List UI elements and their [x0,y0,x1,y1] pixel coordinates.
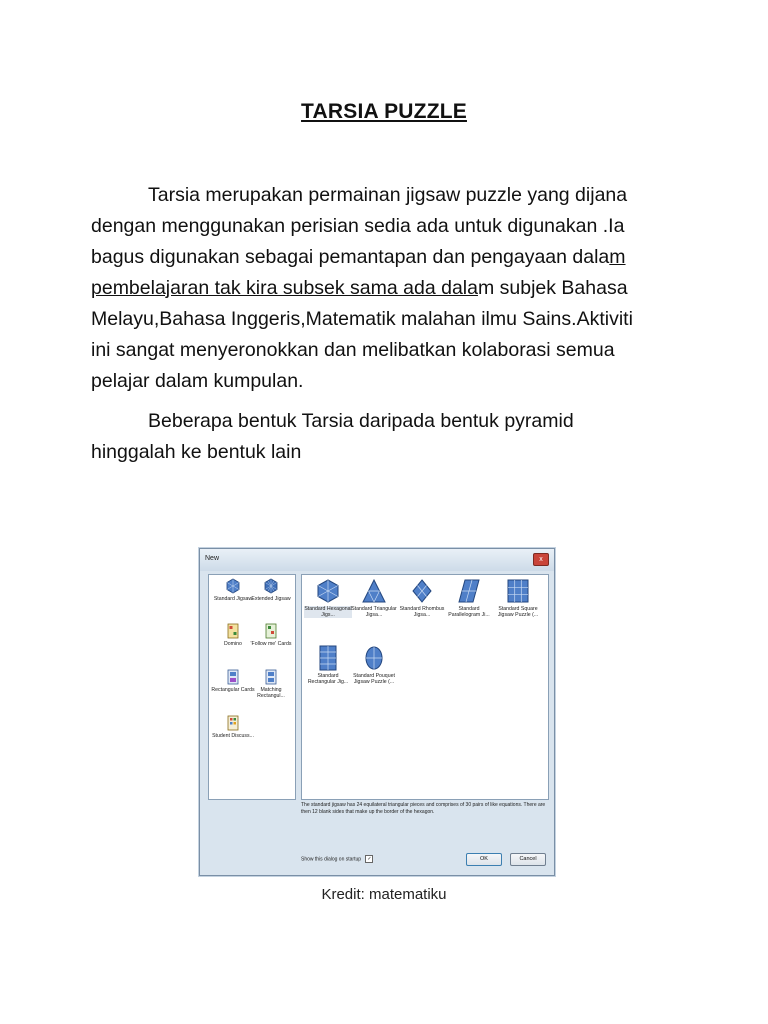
matching-cards-icon [263,669,279,685]
template-parallelogram[interactable] [445,578,493,618]
show-on-startup-label: Show this dialog on startup [301,856,362,863]
template-list [301,574,549,800]
template-triangular[interactable] [350,578,398,618]
template-label: Standard Rhombus Jigsa... [399,606,445,618]
text-segment: m subjek Bahasa [477,277,628,299]
category-label: Student Discuss... [212,733,254,739]
category-label: 'Follow me' Cards [250,641,292,647]
category-extended-jigsaw[interactable] [247,578,295,602]
template-label: Standard Parallelogram Ji... [448,606,490,618]
text-line: hinggalah ke bentuk lain [91,441,302,463]
category-label: Domino [224,641,242,647]
template-label: Standard Rectangular Jig... [307,673,349,685]
cancel-button[interactable]: Cancel [510,853,546,866]
text-line: ini sangat menyeronokkan dan melibatkan kolaborasi semua [91,339,615,361]
template-description: The standard jigsaw has 24 equilateral triangular pieces and comprises of 30 pairs of like equations. There are then 12 blank sides that make up the border of the hexagon. [301,802,546,815]
text-segment: bagus digunakan sebagai pemantapan dan pengayaan dala [91,246,610,268]
image-caption: Kredit: matematiku [321,886,447,903]
cards-icon [263,623,279,639]
discussion-cards-icon [225,715,241,731]
domino-icon [225,623,241,639]
hexagon-icon [225,578,241,594]
rectangular-cards-icon [225,669,241,685]
square-grid-icon [505,578,531,604]
template-rhombus[interactable] [398,578,446,618]
category-student-discussion[interactable] [209,715,257,739]
document-title: TARSIA PUZZLE [301,100,467,123]
category-label: Standard Jigsaw [213,596,253,602]
dialog-titlebar [200,549,554,571]
ok-button[interactable]: OK [466,853,502,866]
rectangle-grid-icon [315,645,341,671]
category-follow-me-cards[interactable] [247,623,295,647]
triangle-icon [361,578,387,604]
new-puzzle-dialog [199,548,555,876]
paragraph-shapes [91,406,691,468]
category-list [208,574,296,800]
category-label: Rectangular Cards [211,687,255,693]
category-label: Extended Jigsaw [251,596,291,602]
ellipse-icon [361,645,387,671]
rhombus-icon [409,578,435,604]
text-line: Melayu,Bahasa Inggeris,Matematik malahan ilmu Sains.Aktiviti [91,308,633,330]
text-line: Tarsia merupakan permainan jigsaw puzzle yang dijana [148,184,628,206]
underlined-text: m [609,246,626,268]
category-matching-rectangular[interactable] [247,669,295,699]
template-rectangular[interactable] [304,645,352,685]
hexagon-icon [263,578,279,594]
template-hexagonal[interactable] [304,578,352,618]
close-button[interactable]: x [533,553,549,566]
hexagon-icon [315,578,341,604]
text-line: Beberapa bentuk Tarsia daripada bentuk pyramid [148,410,574,432]
template-label: Standard Pouquet Jigsaw Puzzle (... [353,673,395,685]
template-pouquet[interactable] [350,645,398,685]
text-line [91,242,691,273]
text-line [91,273,691,304]
paragraph-intro [91,180,691,397]
template-label: Standard Triangular Jigsa... [351,606,397,618]
category-label: Matching Rectangul... [257,687,285,699]
template-square[interactable] [494,578,542,618]
underlined-text: pembelajaran tak kira subsek sama ada dala [91,277,478,299]
show-on-startup-option[interactable] [301,855,373,863]
text-line: dengan menggunakan perisian sedia ada untuk digunakan .Ia [91,215,625,237]
dialog-title: New [205,555,220,562]
show-on-startup-checkbox[interactable]: ✓ [367,856,372,862]
template-label: Standard Square Jigsaw Puzzle (... [497,606,539,618]
parallelogram-icon [456,578,482,604]
text-line: pelajar dalam kumpulan. [91,370,304,392]
template-label: Standard Hexagonal Jigs... [304,606,352,618]
